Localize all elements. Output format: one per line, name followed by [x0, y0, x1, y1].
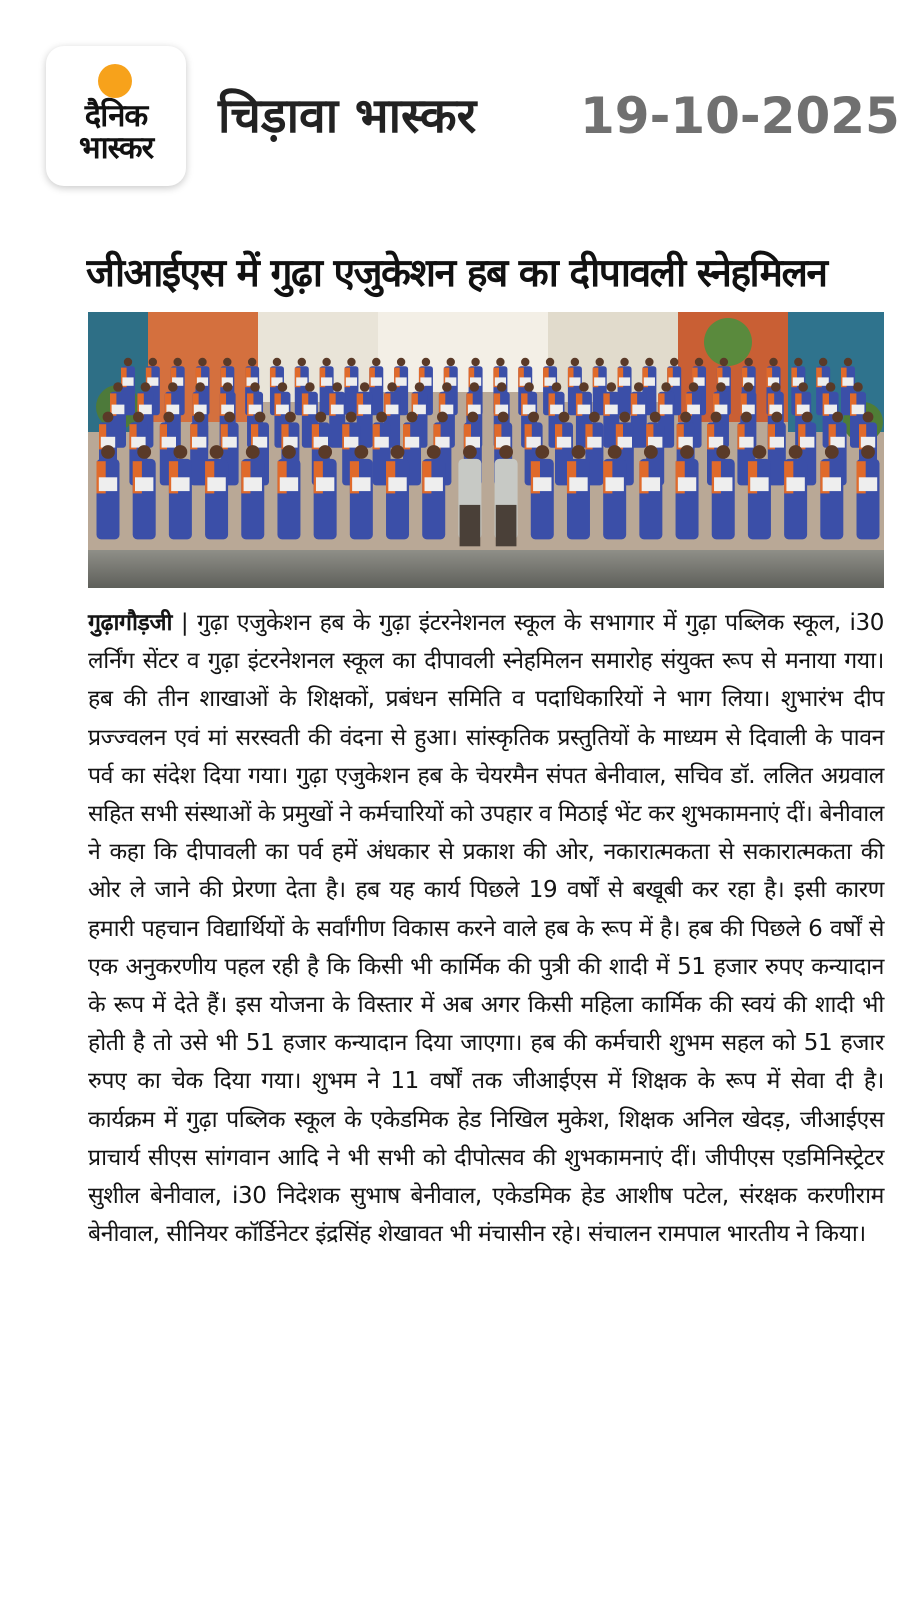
- person-figure: [784, 445, 807, 539]
- person-figure: [603, 445, 626, 539]
- person-figure: [458, 445, 481, 546]
- person-figure: [314, 445, 337, 539]
- sun-icon: [98, 64, 132, 98]
- person-figure: [712, 445, 735, 539]
- logo-line-1: दैनिक: [84, 98, 148, 134]
- person-figure: [495, 445, 518, 546]
- person-figure: [350, 445, 373, 539]
- logo-wordmark: [46, 100, 186, 164]
- person-figure: [820, 445, 843, 539]
- person-figure: [639, 445, 662, 539]
- group-photo: [88, 312, 884, 588]
- person-figure: [169, 445, 192, 539]
- article-body: [88, 604, 884, 1253]
- person-figure: [205, 445, 228, 539]
- person-figure: [97, 445, 120, 539]
- dateline-separator: |: [180, 610, 189, 636]
- person-figure: [857, 445, 880, 539]
- person-figure: [422, 445, 445, 539]
- person-figure: [133, 445, 156, 539]
- article-headline: जीआईएस में गुढ़ा एजुकेशन हब का दीपावली स्नेहमिलन: [86, 251, 827, 296]
- person-figure: [567, 445, 590, 539]
- edition-date: 19-10-2025: [580, 87, 900, 145]
- person-figure: [531, 445, 554, 539]
- edition-name: चिड़ावा भास्कर: [218, 88, 477, 144]
- person-figure: [386, 445, 409, 539]
- person-figure: [277, 445, 300, 539]
- logo-line-2: भास्कर: [78, 130, 154, 166]
- person-figure: [676, 445, 699, 539]
- article-dateline: गुढ़ागौड़जी: [88, 610, 173, 636]
- newspaper-header: [0, 0, 911, 230]
- person-figure: [748, 445, 771, 539]
- person-figure: [241, 445, 264, 539]
- person-figure: [618, 358, 632, 415]
- person-figure: [344, 358, 358, 415]
- article-body-text: गुढ़ा एजुकेशन हब के गुढ़ा इंटरनेशनल स्कूल के सभागार में गुढ़ा पब्लिक स्कूल, i30 लर्निंग सेंटर व गुढ़ा इंटरनेशनल स्कूल का दीपावली स्नेहमिलन समारोह संयुक्त रूप से मनाया गया। हब की तीन शाखाओं के शिक्षकों, प्रबंधन समिति व पदाधिकारियों ने भाग लिया। शुभारंभ दीप प्रज्ज्वलन एवं मां सरस्वती की वंदना से हुआ। सांस्कृतिक प्रस्तुतियों के माध्यम से दिवाली के पावन पर्व का संदेश दिया गया। गुढ़ा एजुकेशन हब के चेयरमैन संपत बेनीवाल, सचिव डॉ. ललित अग्रवाल सहित सभी संस्थाओं के प्रमुखों ने कर्मचारियों को उपहार व मिठाई भेंट कर शुभकामनाएं दीं। बेनीवाल ने कहा कि दीपावली का पर्व हमें अंधकार से प्रकाश की ओर, नकारात्मकता से सकारात्मकता की ओर ले जाने की प्रेरणा देता है। हब यह कार्य पिछले 19 वर्षों से बखूबी कर रहा है। इसी कारण हमारी पहचान विद्यार्थियों के सर्वांगीण विकास करने वाले हब के रूप में है। हब की पिछले 6 वर्षों से एक अनुकरणीय पहल रही है कि किसी भी कार्मिक की पुत्री की शादी में 51 हजार रुपए कन्यादान के रूप में देते हैं। इस योजना के विस्तार में अब अगर किसी महिला कार्मिक की स्वयं की शादी भी होती है तो उसे भी 51 हजार कन्यादान दिया जाएगा। हब की कर्मचारी शुभम सहल को 51 हजार रुपए का चेक दिया गया। शुभम ने 11 वर्षों तक जीआईएस में शिक्षक के रूप में सेवा दी है। कार्यक्रम में गुढ़ा पब्लिक स्कूल के एकेडमिक हेड निखिल मुकेश, शिक्षक अनिल खेदड़, जीआईएस प्राचार्य सीएस सांगवान आदि ने भी सभी को दीपोत्सव की शुभकामनाएं दीं। जीपीएस एडमिनिस्ट्रेटर सुशील बेनीवाल, i30 निदेशक सुभाष बेनीवाल, एकेडमिक हेड आशीष पटेल, संरक्षक करणीराम बेनीवाल, सीनियर कॉर्डिनेटर इंद्रसिंह शेखावत भी मंचासीन रहे। संचालन रामपाल भारतीय ने किया।: [88, 610, 885, 1248]
